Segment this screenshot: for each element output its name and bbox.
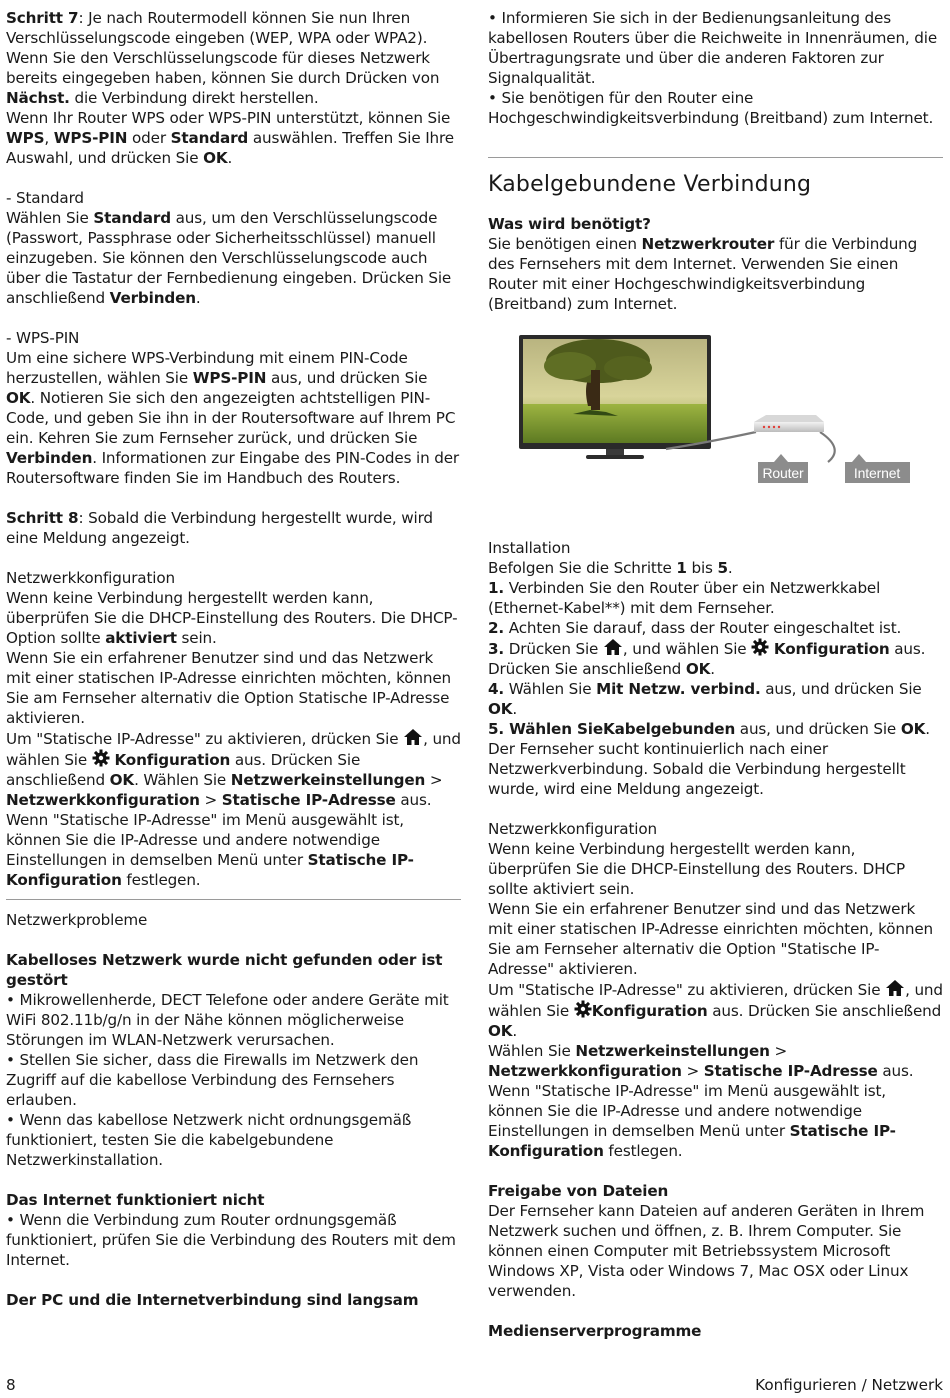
internet-not-working-heading: Das Internet funktioniert nicht — [6, 1191, 265, 1209]
gear-icon — [751, 638, 769, 656]
installation-heading: Installation — [488, 539, 571, 557]
wpspin-paragraph: Um eine sichere WPS-Verbindung mit einem PIN-Code herzustellen, wählen Sie WPS-PIN aus, und drücken Sie OK. Notieren Sie sich den angezeigten achtstelligen PIN-Code, und geben Sie ihn in der Routersoftware auf Ihrem PC ein. Kehren Sie zum Fernseher zurück, und drücken Sie Verbinden. Informationen zur Eingabe des PIN-Codes in der Routersoftware finden Sie im Handbuch des Routers. — [6, 349, 460, 487]
media-server-heading: Medienserverprogramme — [488, 1322, 702, 1340]
wpspin-heading: - WPS-PIN — [6, 329, 80, 347]
broadband-bullet: • Sie benötigen für den Router eine Hochgeschwindigkeitsverbindung (Breitband) zum Internet. — [488, 89, 934, 127]
home-icon — [403, 728, 423, 746]
netcfg-right-dhcp: Wenn keine Verbindung hergestellt werden kann, überprüfen Sie die DHCP-Einstellung des Routers. DHCP sollte aktiviert sein. — [488, 840, 905, 898]
section-divider-left — [6, 899, 461, 900]
standard-heading: - Standard — [6, 189, 84, 207]
step7-paragraph: Schritt 7: Je nach Routermodell können Sie nun Ihren Verschlüsselungscode eingeben (WEP, WPA oder WPA2). Wenn Sie den Verschlüsselungscode für dieses Netzwerk bereits eingegeben haben, können Sie durch Drücken von Nächst. die Verbindung direkt herstellen. — [6, 9, 440, 107]
netcfg-heading-right: Netzwerkkonfiguration — [488, 820, 657, 838]
section-divider-right — [488, 157, 943, 158]
install-step-4: 4. Wählen Sie Mit Netzw. verbind. aus, und drücken Sie OK. — [488, 680, 922, 718]
netcfg-heading-left: Netzwerkkonfiguration — [6, 569, 175, 587]
file-sharing-heading: Freigabe von Dateien — [488, 1182, 669, 1200]
install-result-paragraph: Der Fernseher sucht kontinuierlich nach einer Netzwerkverbindung. Sobald die Verbindung hergestellt wurde, wird eine Meldung angezeigt. — [488, 740, 906, 798]
tv-router-diagram — [488, 326, 943, 526]
page-number: 8 — [6, 1376, 16, 1394]
netcfg-static-paragraph: Wenn Sie ein erfahrener Benutzer sind und das Netzwerk mit einer statischen IP-Adresse einrichten möchten, können Sie am Fernseher alternativ die Option Statische IP-Adresse aktivieren. — [6, 649, 451, 727]
problems-heading: Netzwerkprobleme — [6, 911, 148, 929]
router-label: Router — [762, 465, 804, 481]
home-icon — [603, 638, 623, 656]
problem-bullet-wired-test: • Wenn das kabellose Netzwerk nicht ordnungsgemäß funktioniert, testen Sie die kabelgebundene Netzwerkinstallation. — [6, 1111, 412, 1169]
netcfg-right-static: Wenn Sie ein erfahrener Benutzer sind und das Netzwerk mit einer statischen IP-Adresse einrichten möchten, können Sie am Fernseher alternativ die Option "Statische IP-Adresse" aktivieren. — [488, 900, 933, 978]
installation-intro: Befolgen Sie die Schritte 1 bis 5. — [488, 559, 733, 577]
internet-label: Internet — [853, 465, 901, 481]
netcfg-right-steps: Um "Statische IP-Adresse" zu aktivieren, drücken Sie , und wählen Sie Konfiguration aus. Drücken Sie anschließend OK. — [488, 981, 943, 1040]
requirements-heading: Was wird benötigt? — [488, 215, 651, 233]
gear-icon — [574, 1000, 592, 1018]
home-icon — [885, 979, 905, 997]
internet-tag — [845, 454, 910, 483]
step8-paragraph: Schritt 8: Sobald die Verbindung hergestellt wurde, wird eine Meldung angezeigt. — [6, 509, 433, 547]
problem-bullet-microwave: • Mikrowellenherde, DECT Telefone oder andere Geräte mit WiFi 802.11b/g/n in der Nähe können möglicherweise Störungen im WLAN-Netzwerk verursachen. — [6, 991, 449, 1049]
netcfg-right-menu-path: Wählen Sie Netzwerkeinstellungen > Netzwerkkonfiguration > Statische IP-Adresse aus. Wenn "Statische IP-Adresse" im Menü ausgewählt ist, können Sie die IP-Adresse und andere notwendige Einstellungen in demselben Menü unter Statische IP-Konfiguration festlegen. — [488, 1042, 914, 1160]
netcfg-steps-paragraph: Um "Statische IP-Adresse" zu aktivieren, drücken Sie , und wählen Sie Konfiguration aus. Drücken Sie anschließend OK. Wählen Sie Netzwerkeinstellungen > Netzwerkkonfiguration > Statische IP-Adresse aus. Wenn "Statische IP-Adresse" im Menü ausgewählt ist, können Sie die IP-Adresse und andere notwendige Einstellungen in demselben Menü unter Statische IP-Konfiguration festlegen. — [6, 730, 461, 889]
wired-connection-title: Kabelgebundene Verbindung — [488, 172, 812, 197]
television — [519, 335, 711, 459]
standard-paragraph: Wählen Sie Standard aus, um den Verschlüsselungscode (Passwort, Passphrase oder Sicherheitsschlüssel) manuell einzugeben. Sie können den Verschlüsselungscode auch über die Tastatur der Fernbedienung eingeben. Drücken Sie anschließend Verbinden. — [6, 209, 452, 307]
install-step-2: 2. Achten Sie darauf, dass der Router eingeschaltet ist. — [488, 619, 902, 637]
gear-icon — [92, 749, 110, 767]
router-tag — [758, 454, 808, 483]
router-device — [754, 415, 824, 432]
right-column — [488, 8, 943, 1341]
wireless-not-found-heading: Kabelloses Netzwerk wurde nicht gefunden oder ist gestört — [6, 951, 443, 989]
range-bullet: • Informieren Sie sich in der Bedienungsanleitung des kabellosen Routers über die Reichweite in Innenräumen, die Übertragungsrate und über die anderen Faktoren zur Signalqualität. — [488, 9, 938, 87]
file-sharing-paragraph: Der Fernseher kann Dateien auf anderen Geräten in Ihrem Netzwerk suchen und öffnen, z. B. Ihrem Computer. Sie können einen Computer mit Betriebssystem Microsoft Windows XP, Vista oder Windows 7, Mac OSX oder Linux verwenden. — [488, 1202, 925, 1300]
requirements-paragraph: Sie benötigen einen Netzwerkrouter für die Verbindung des Fernsehers mit dem Internet. Verwenden Sie einen Router mit einer Hochgeschwindigkeitsverbindung (Breitband) zum Internet. — [488, 235, 918, 313]
step7-wps-paragraph: Wenn Ihr Router WPS oder WPS-PIN unterstützt, können Sie WPS, WPS-PIN oder Standard auswählen. Treffen Sie Ihre Auswahl, und drücken Sie OK. — [6, 109, 454, 167]
tv-router-illustration — [488, 326, 943, 526]
slow-connection-heading: Der PC und die Internetverbindung sind langsam — [6, 1291, 419, 1309]
left-column — [6, 8, 461, 1310]
section-breadcrumb: Konfigurieren / Netzwerk — [755, 1376, 943, 1394]
install-step-3: 3. Drücken Sie , und wählen Sie Konfiguration aus. Drücken Sie anschließend OK. — [488, 640, 926, 678]
problem-bullet-firewall: • Stellen Sie sicher, dass die Firewalls im Netzwerk den Zugriff auf die kabellose Verbindung des Fernsehers erlauben. — [6, 1051, 419, 1109]
netcfg-dhcp-paragraph: Wenn keine Verbindung hergestellt werden kann, überprüfen Sie die DHCP-Einstellung des Routers. Die DHCP-Option sollte aktiviert sein. — [6, 589, 458, 647]
page-footer — [6, 1376, 943, 1394]
install-step-1: 1. Verbinden Sie den Router über ein Netzwerkkabel (Ethernet-Kabel**) mit dem Fernseher. — [488, 579, 881, 617]
problem-bullet-router-internet: • Wenn die Verbindung zum Router ordnungsgemäß funktioniert, prüfen Sie die Verbindung des Routers mit dem Internet. — [6, 1211, 456, 1269]
install-step-5: 5. Wählen SieKabelgebunden aus, und drücken Sie OK. — [488, 720, 930, 738]
